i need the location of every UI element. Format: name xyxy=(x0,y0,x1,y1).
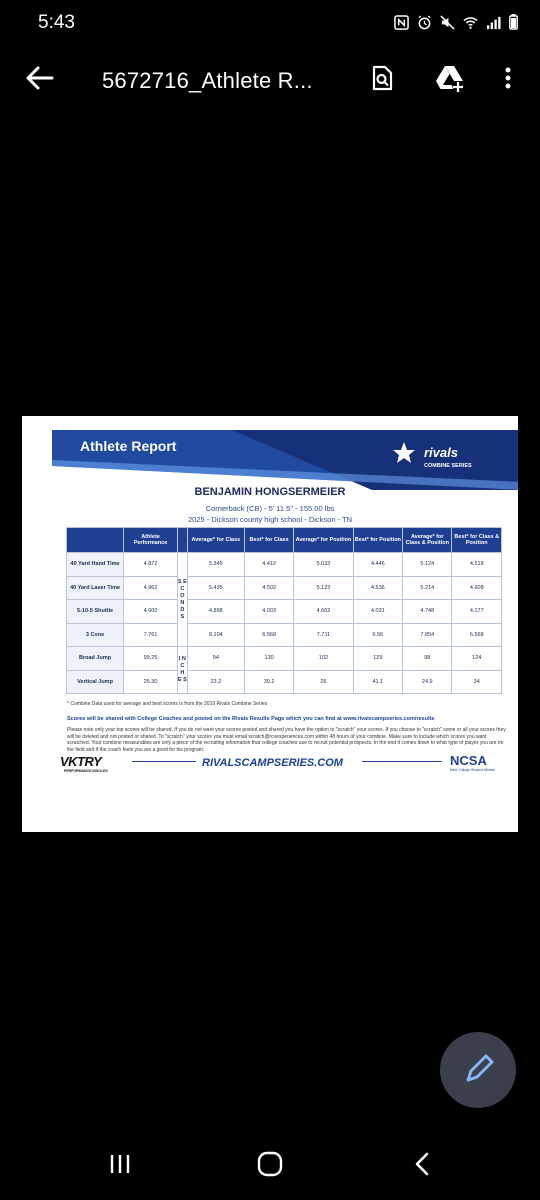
cell-value: 130 xyxy=(244,647,293,671)
event-name: 40 Yard Hand Time xyxy=(67,553,124,577)
cell-value: 4.536 xyxy=(353,576,402,600)
cell-value: 6.568 xyxy=(244,623,293,647)
cell-value: 4.502 xyxy=(244,576,293,600)
cell-value: 5.345 xyxy=(187,553,244,577)
cell-value: 6.56 xyxy=(353,623,402,647)
signal-icon xyxy=(486,15,501,30)
search-document-icon[interactable] xyxy=(368,64,396,92)
event-name: Broad Jump xyxy=(67,647,124,671)
mute-icon xyxy=(440,15,455,30)
table-row xyxy=(67,600,502,624)
cell-value: 102 xyxy=(294,647,353,671)
cell-value: 5.123 xyxy=(294,576,353,600)
event-name: 3 Cone xyxy=(67,623,124,647)
add-to-drive-icon[interactable] xyxy=(434,64,466,92)
athlete-school: 2025 - Dickson county high school - Dickson - TN xyxy=(187,515,353,524)
pencil-icon xyxy=(440,1032,516,1108)
wifi-icon xyxy=(463,15,478,30)
header-cell xyxy=(177,528,187,553)
more-options-icon[interactable] xyxy=(496,64,520,92)
cell-value: 94 xyxy=(187,647,244,671)
cell-value: 4.518 xyxy=(452,553,502,577)
cell-value: 129 xyxy=(353,647,402,671)
table-row xyxy=(67,623,502,647)
table-row xyxy=(67,576,502,600)
header-cell xyxy=(67,528,124,553)
athlete-value: 4.962 xyxy=(124,576,178,600)
event-name: Vertical Jump xyxy=(67,670,124,694)
cell-value: 26 xyxy=(294,670,353,694)
document-title: 5672716_Athlete R... xyxy=(102,68,313,93)
athlete-name: BENJAMIN HONGSERMEIER xyxy=(194,486,346,498)
battery-icon xyxy=(509,14,518,30)
header-cell: Best* for Class & Position xyxy=(452,528,502,553)
event-name: 5-10-5 Shuttle xyxy=(67,600,124,624)
report-title: Athlete Report xyxy=(80,438,177,454)
cell-value: 34 xyxy=(452,670,502,694)
header-cell: Average* for Class xyxy=(187,528,244,553)
cell-value: 124 xyxy=(452,647,502,671)
header-cell: Average* for Class & Position xyxy=(403,528,452,553)
cell-value: 23.2 xyxy=(187,670,244,694)
cell-value: 4.608 xyxy=(452,576,502,600)
cell-value: 24.9 xyxy=(403,670,452,694)
brand-name: rivals xyxy=(424,445,458,460)
cell-value: 4.031 xyxy=(353,600,402,624)
combine-footnote: * Combine Data used for average and best scores is from the 2019 Rivals Combine Series xyxy=(67,701,268,707)
edit-fab-button[interactable] xyxy=(440,1032,516,1108)
system-nav-bar xyxy=(0,1140,540,1200)
cell-value: 4.748 xyxy=(403,600,452,624)
cell-value: 7.854 xyxy=(403,623,452,647)
table-row xyxy=(67,647,502,671)
alarm-icon xyxy=(417,15,432,30)
document-page[interactable] xyxy=(22,416,518,832)
cell-value: 4.446 xyxy=(353,553,402,577)
table-row xyxy=(67,670,502,694)
ncsa-logo: NCSA xyxy=(450,753,487,768)
status-time: 5:43 xyxy=(38,12,75,33)
scratch-policy-paragraph: Please note only your top scores will be shared. If you do not want your scores posted and shared you have the option to "scratch" your scores. If you choose to "scratch" some or all your scores they will be deleted and not posted or shared. To "scratch" your scores you must email scratch@rcxexperiences.com within 48 hours of your combine. Make sure to include which scores you want scratched. Your combine measurables are only a piece of the recruiting information that college coaches use to recruit potential prospects. In the end it comes down to what type of player you are on the field and if the coach feels you are a good for his program. xyxy=(67,727,506,753)
cell-value: 5.214 xyxy=(403,576,452,600)
cell-value: 4.898 xyxy=(187,600,244,624)
athlete-value: 4.600 xyxy=(124,600,178,624)
cell-value: 4.412 xyxy=(244,553,293,577)
header-cell: Best* for Position xyxy=(353,528,402,553)
vktry-logo: VKTRY xyxy=(60,754,102,769)
cell-value: 5.124 xyxy=(403,553,452,577)
header-cell: Best* for Class xyxy=(244,528,293,553)
athlete-position: Cornerback (CB) - 5' 11.5" - 155.00 lbs xyxy=(205,504,335,513)
website-link[interactable]: RIVALSCAMPSERIES.COM xyxy=(202,757,343,769)
cell-value: 7.711 xyxy=(294,623,353,647)
cell-value: 5.033 xyxy=(294,553,353,577)
unit-inches-label: I N C H E S xyxy=(177,647,187,694)
back-arrow-icon[interactable] xyxy=(24,62,56,94)
home-icon[interactable] xyxy=(256,1150,284,1178)
athlete-value: 7.761 xyxy=(124,623,178,647)
header-cell: Average* for Position xyxy=(294,528,353,553)
athlete-value: 4.872 xyxy=(124,553,178,577)
results-table xyxy=(66,527,502,694)
athlete-value: 99.25 xyxy=(124,647,178,671)
cell-value: 41.1 xyxy=(353,670,402,694)
status-bar xyxy=(0,0,540,48)
sponsor-footer xyxy=(22,751,518,781)
nfc-icon xyxy=(394,15,409,30)
cell-value: 98 xyxy=(403,647,452,671)
cell-value: 39.2 xyxy=(244,670,293,694)
cell-value: 4.003 xyxy=(244,600,293,624)
shared-scores-note: Scores will be shared with College Coaches and posted on the Rivals Results Page which you can find at www.rivalscampseries.com/results xyxy=(67,716,435,722)
event-name: 40 Yard Laser Time xyxy=(67,576,124,600)
app-bar xyxy=(0,48,540,110)
status-icons xyxy=(394,14,518,30)
header-cell: Athlete Performance xyxy=(124,528,178,553)
cell-value: 4.177 xyxy=(452,600,502,624)
table-header-row xyxy=(67,528,502,553)
divider xyxy=(132,761,196,762)
athlete-value: 25.30 xyxy=(124,670,178,694)
unit-seconds-label: S E C O N D S xyxy=(177,553,187,647)
ncsa-tagline: Next College Student Athlete xyxy=(450,768,495,772)
cell-value: 8.104 xyxy=(187,623,244,647)
cell-value: 5.435 xyxy=(187,576,244,600)
table-row xyxy=(67,553,502,577)
cell-value: 4.662 xyxy=(294,600,353,624)
vktry-tagline: PERFORMANCE INSOLES xyxy=(64,769,108,773)
back-nav-icon[interactable] xyxy=(410,1150,434,1178)
cell-value: 6.568 xyxy=(452,623,502,647)
divider xyxy=(362,761,442,762)
brand-sub: COMBINE SERIES xyxy=(424,463,472,469)
recent-apps-icon[interactable] xyxy=(108,1152,132,1176)
